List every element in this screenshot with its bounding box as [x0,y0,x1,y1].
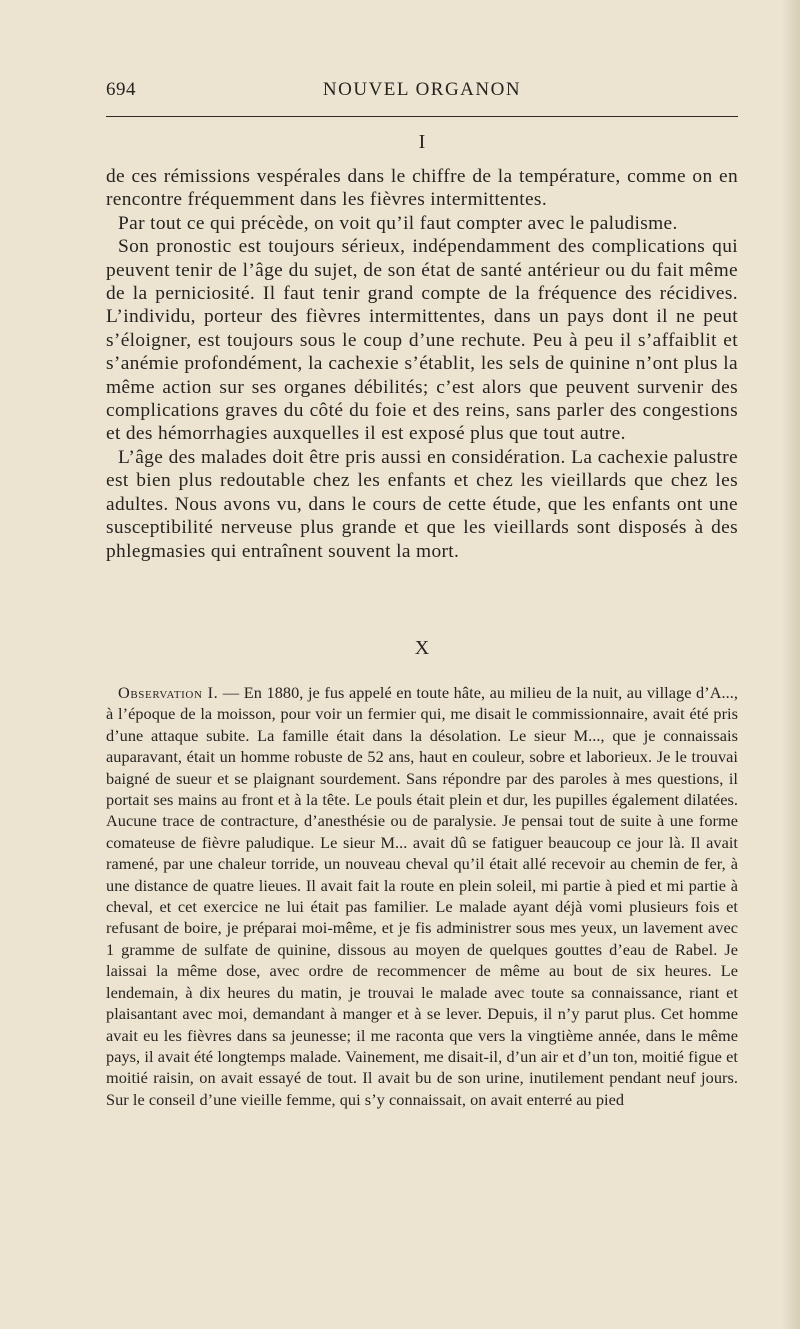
paragraph-age-malades: L’âge des malades doit être pris aussi en considération. La cachexie palustre est bien plus redoutable chez les enfants et chez les vieillards que chez les adultes. Nous avons vu, dans le cours de cette étude, que les enfants ont une susceptibilité nerveuse plus grande et que les vieillards sont disposés à des phlegmasies qui entraînent souvent la mort. [106,446,738,562]
running-title: NOUVEL ORGANON [322,79,522,100]
observation-block [106,682,738,1110]
observation-text: — En 1880, je fus appelé en toute hâte, au milieu de la nuit, au village d’A..., à l’époque de la moisson, pour voir un fermier qui, me disait le commissionnaire, avait été pris d’une attaque subite. La famille était dans la désolation. Le sieur M..., que je connaissais auparavant, était un homme robuste de 52 ans, haut en couleur, sobre et laborieux. Je le trouvai baigné de sueur et se plaignant sourdement. Sans répondre par des paroles à mes questions, il portait ses mains au front et à la tête. Le pouls était plein et dur, les pupilles également dilatées. Aucune trace de contracture, d’anesthésie ou de paralysie. Je pensai tout de suite à une forme comateuse de fièvre paludique. Le sieur M... avait dû se fatiguer beaucoup ce jour là. Il avait ramené, par une chaleur torride, un nouveau cheval qu’il était allé recevoir au chemin de fer, à une distance de quatre lieues. Il avait fait la route en plein soleil, mi partie à pied et mi partie à cheval, et cet exercice ne lui était pas familier. Le malade ayant déjà vomi plusieurs fois et refusant de boire, je préparai moi-même, et je fis administrer sous mes yeux, un lavement avec 1 gramme de sulfate de quinine, dissous au moyen de quelques gouttes d’eau de Rabel. Je laissai la même dose, avec ordre de recommencer de même au bout de six heures. Le lendemain, à dix heures du matin, je trouvai le malade avec toute sa connaissance, riant et plaisantant avec moi, demandant à manger et à se lever. Depuis, il n’y parut plus. Cet homme avait eu les fièvres dans sa jeunesse; il me raconta que vers la vingtième année, dans le même pays, il avait été longtemps malade. Vainement, me disait-il, d’un air et d’un ton, moitié figue et moitié raisin, on avait essayé de tout. Il avait bu de son urine, inutilement pendant neuf jours. Sur le conseil d’une vieille femme, qui s’y connaissait, on avait enterré au pied [106,683,738,1109]
section-mark-top: I [418,131,426,153]
body-text [106,165,738,563]
header-rule [106,116,738,117]
paragraph-paludisme: Par tout ce qui précède, on voit qu’il faut compter avec le paludisme. [118,212,678,234]
running-head [106,79,738,107]
page-number: 694 [106,79,136,100]
page-edge-shadow [782,0,800,1329]
paragraph-continuation: de ces rémissions vespérales dans le chiffre de la température, comme on en rencontre fréquemment dans les fièvres intermittentes. [106,166,738,211]
observation-paragraph [106,682,738,1110]
observation-title: Observation I. [118,683,219,702]
section-mark-middle: X [414,637,430,659]
paragraph-pronostic: Son pronostic est toujours sérieux, indépendamment des complications qui peuvent tenir de l’âge du sujet, de son état de santé antérieur ou du fait même de la perniciosité. Il faut tenir grand compte de la fréquence des récidives. L’individu, porteur des fièvres intermittentes, dans un pays dont il ne peut s’éloigner, est toujours sous le coup d’une rechute. Peu à peu il s’affaiblit et s’anémie profondément, la cachexie s’établit, les sels de quinine n’ont plus la même action sur ses organes débilités; c’est alors que peuvent survenir des complications graves du côté du foie et des reins, sans parler des congestions et des hémorrhagies auxquelles il est exposé plus que tout autre. [106,236,738,445]
